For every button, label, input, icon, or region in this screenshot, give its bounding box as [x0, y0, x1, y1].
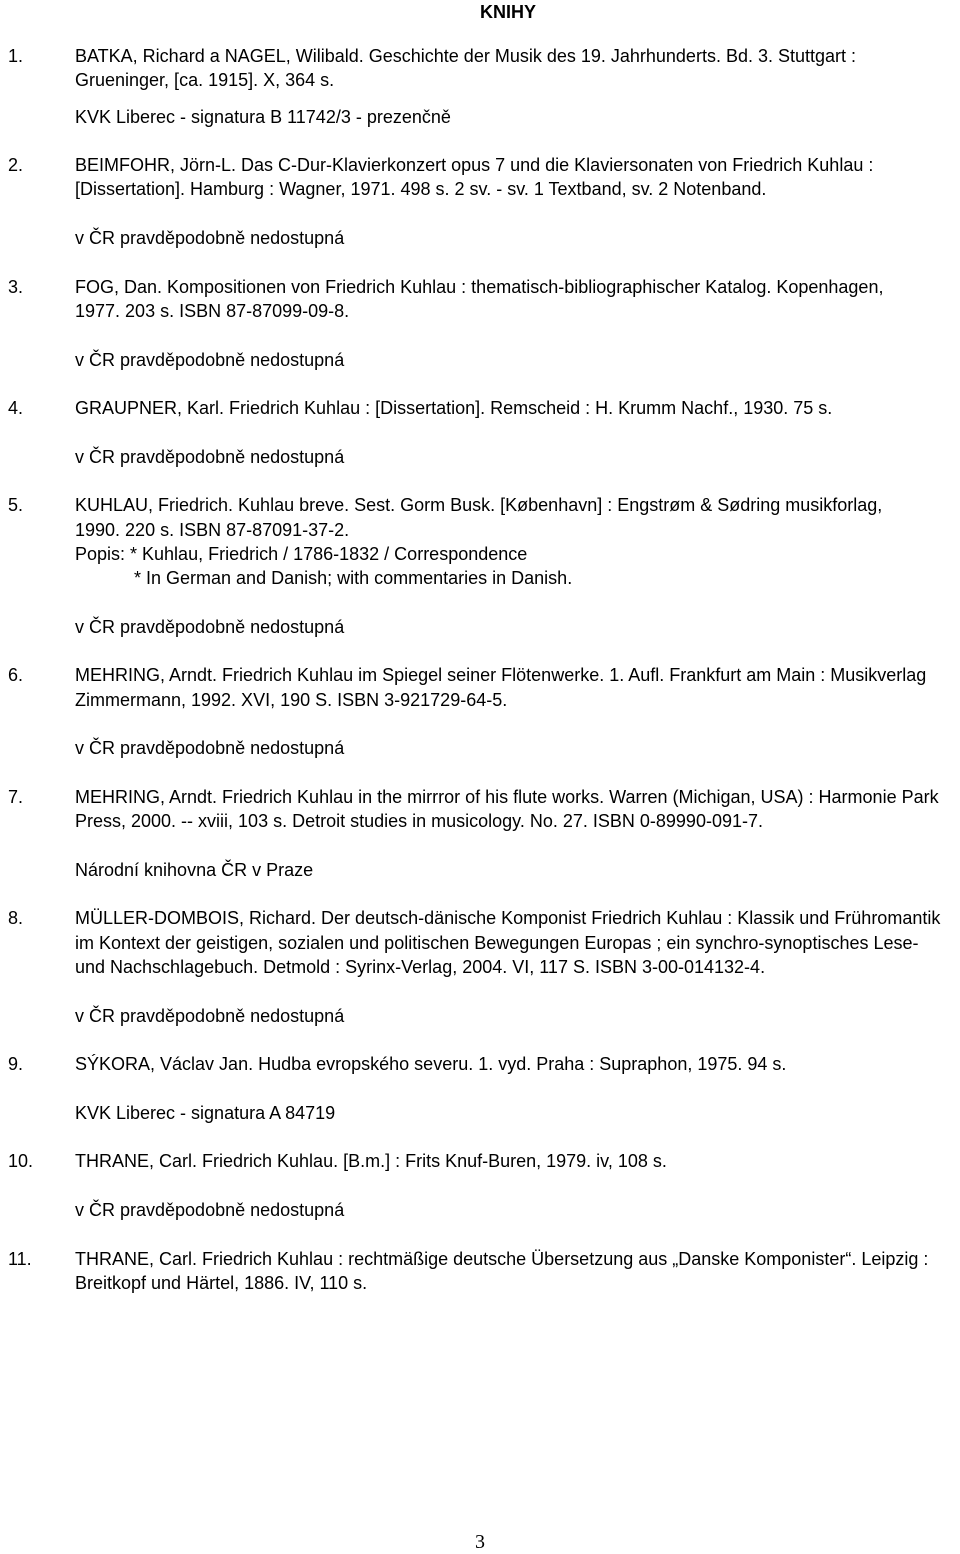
entry-citation: THRANE, Carl. Friedrich Kuhlau : rechtmäßige deutsche Übersetzung aus „Danske Komponister“. Leipzig : Breitkopf und Härtel, 1886. IV, 110 s. — [75, 1248, 929, 1293]
entry-number: 10. — [8, 1151, 34, 1172]
entry-number: 4. — [8, 398, 24, 419]
entry-number: 1. — [8, 46, 24, 66]
list-item — [0, 1052, 960, 1125]
entry-citation: THRANE, Carl. Friedrich Kuhlau. [B.m.] : Frits Knuf-Buren, 1979. iv, 108 s. — [75, 1151, 667, 1172]
list-item — [0, 785, 960, 882]
entry-citation: FOG, Dan. Kompositionen von Friedrich Kuhlau : thematisch-bibliographischer Katalog. Kopenhagen, 1977. 203 s. ISBN 87-87099-09-8. — [75, 276, 884, 321]
entry-number: 9. — [8, 1054, 24, 1075]
entry-number: 6. — [8, 665, 24, 686]
entry-citation: SÝKORA, Václav Jan. Hudba evropského severu. 1. vyd. Praha : Supraphon, 1975. 94 s. — [75, 1054, 787, 1075]
entry-availability: v ČR pravděpodobně nedostupná — [75, 228, 345, 249]
entry-description: Popis: * Kuhlau, Friedrich / 1786-1832 / Correspondence — [75, 543, 528, 564]
page-number: 3 — [475, 1531, 485, 1553]
list-item — [0, 396, 960, 469]
entry-availability: KVK Liberec - signatura B 11742/3 - prezenčně — [75, 106, 451, 127]
entry-availability: v ČR pravděpodobně nedostupná — [75, 738, 345, 759]
entry-number: 8. — [8, 908, 24, 929]
entry-citation: MEHRING, Arndt. Friedrich Kuhlau in the mirrror of his flute works. Warren (Michigan, USA) : Harmonie Park Press, 2000. -- xviii, 103 s. Detroit studies in musicology. No. 27. ISBN 0-89990-091-7. — [75, 786, 939, 832]
entry-citation: BEIMFOHR, Jörn-L. Das C-Dur-Klavierkonzert opus 7 und die Klaviersonaten von Friedrich Kuhlau : [Dissertation]. Hamburg : Wagner, 1971. 498 s. 2 sv. - sv. 1 Textband, sv. 2 Notenband. — [75, 155, 874, 200]
list-item — [0, 493, 960, 639]
entry-availability: KVK Liberec - signatura A 84719 — [75, 1102, 336, 1123]
entry-citation: MEHRING, Arndt. Friedrich Kuhlau im Spiegel seiner Flötenwerke. 1. Aufl. Frankfurt am Main : Musikverlag Zimmermann, 1992. XVI, 190 S. ISBN 3-921729-64-5. — [75, 665, 927, 710]
entry-availability: Národní knihovna ČR v Praze — [75, 859, 314, 880]
list-item — [0, 1149, 960, 1222]
entry-citation: KUHLAU, Friedrich. Kuhlau breve. Sest. Gorm Busk. [København] : Engstrøm & Sødring musikforlag, 1990. 220 s. ISBN 87-87091-37-2. — [75, 495, 883, 540]
entry-number: 3. — [8, 276, 24, 297]
entry-citation: MÜLLER-DOMBOIS, Richard. Der deutsch-dänische Komponist Friedrich Kuhlau : Klassik und Frühromantik im Kontext der geistigen, sozialen und politischen Bewegungen Europas ; ein synchro-synoptisches Lese- und Nachschlagebuch. Detmold : Syrinx-Verlag, 2004. VI, 117 S. ISBN 3-00-014132-4. — [75, 908, 941, 977]
entry-citation: GRAUPNER, Karl. Friedrich Kuhlau : [Dissertation]. Remscheid : H. Krumm Nachf., 1930. 75 s. — [75, 398, 833, 419]
entry-availability: v ČR pravděpodobně nedostupná — [75, 349, 345, 370]
list-item — [0, 44, 960, 129]
entry-number: 7. — [8, 786, 24, 807]
entry-number: 5. — [8, 495, 24, 516]
entry-availability: v ČR pravděpodobně nedostupná — [75, 1199, 345, 1220]
entry-number: 2. — [8, 155, 24, 176]
entry-availability: v ČR pravděpodobně nedostupná — [75, 616, 345, 637]
list-item — [0, 153, 960, 250]
section-heading: KNIHY — [479, 2, 536, 22]
bibliography-list — [0, 44, 960, 1295]
entry-availability: v ČR pravděpodobně nedostupná — [75, 446, 345, 467]
entry-citation: BATKA, Richard a NAGEL, Wilibald. Geschichte der Musik des 19. Jahrhunderts. Bd. 3. Stuttgart : Grueninger, [ca. 1915]. X, 364 s. — [75, 46, 857, 91]
entry-availability: v ČR pravděpodobně nedostupná — [75, 1005, 345, 1026]
list-item — [0, 906, 960, 1027]
list-item — [0, 1247, 960, 1296]
entry-description-note: * In German and Danish; with commentaries in Danish. — [134, 568, 573, 589]
entry-number: 11. — [8, 1248, 32, 1269]
list-item — [0, 275, 960, 372]
list-item — [0, 663, 960, 760]
